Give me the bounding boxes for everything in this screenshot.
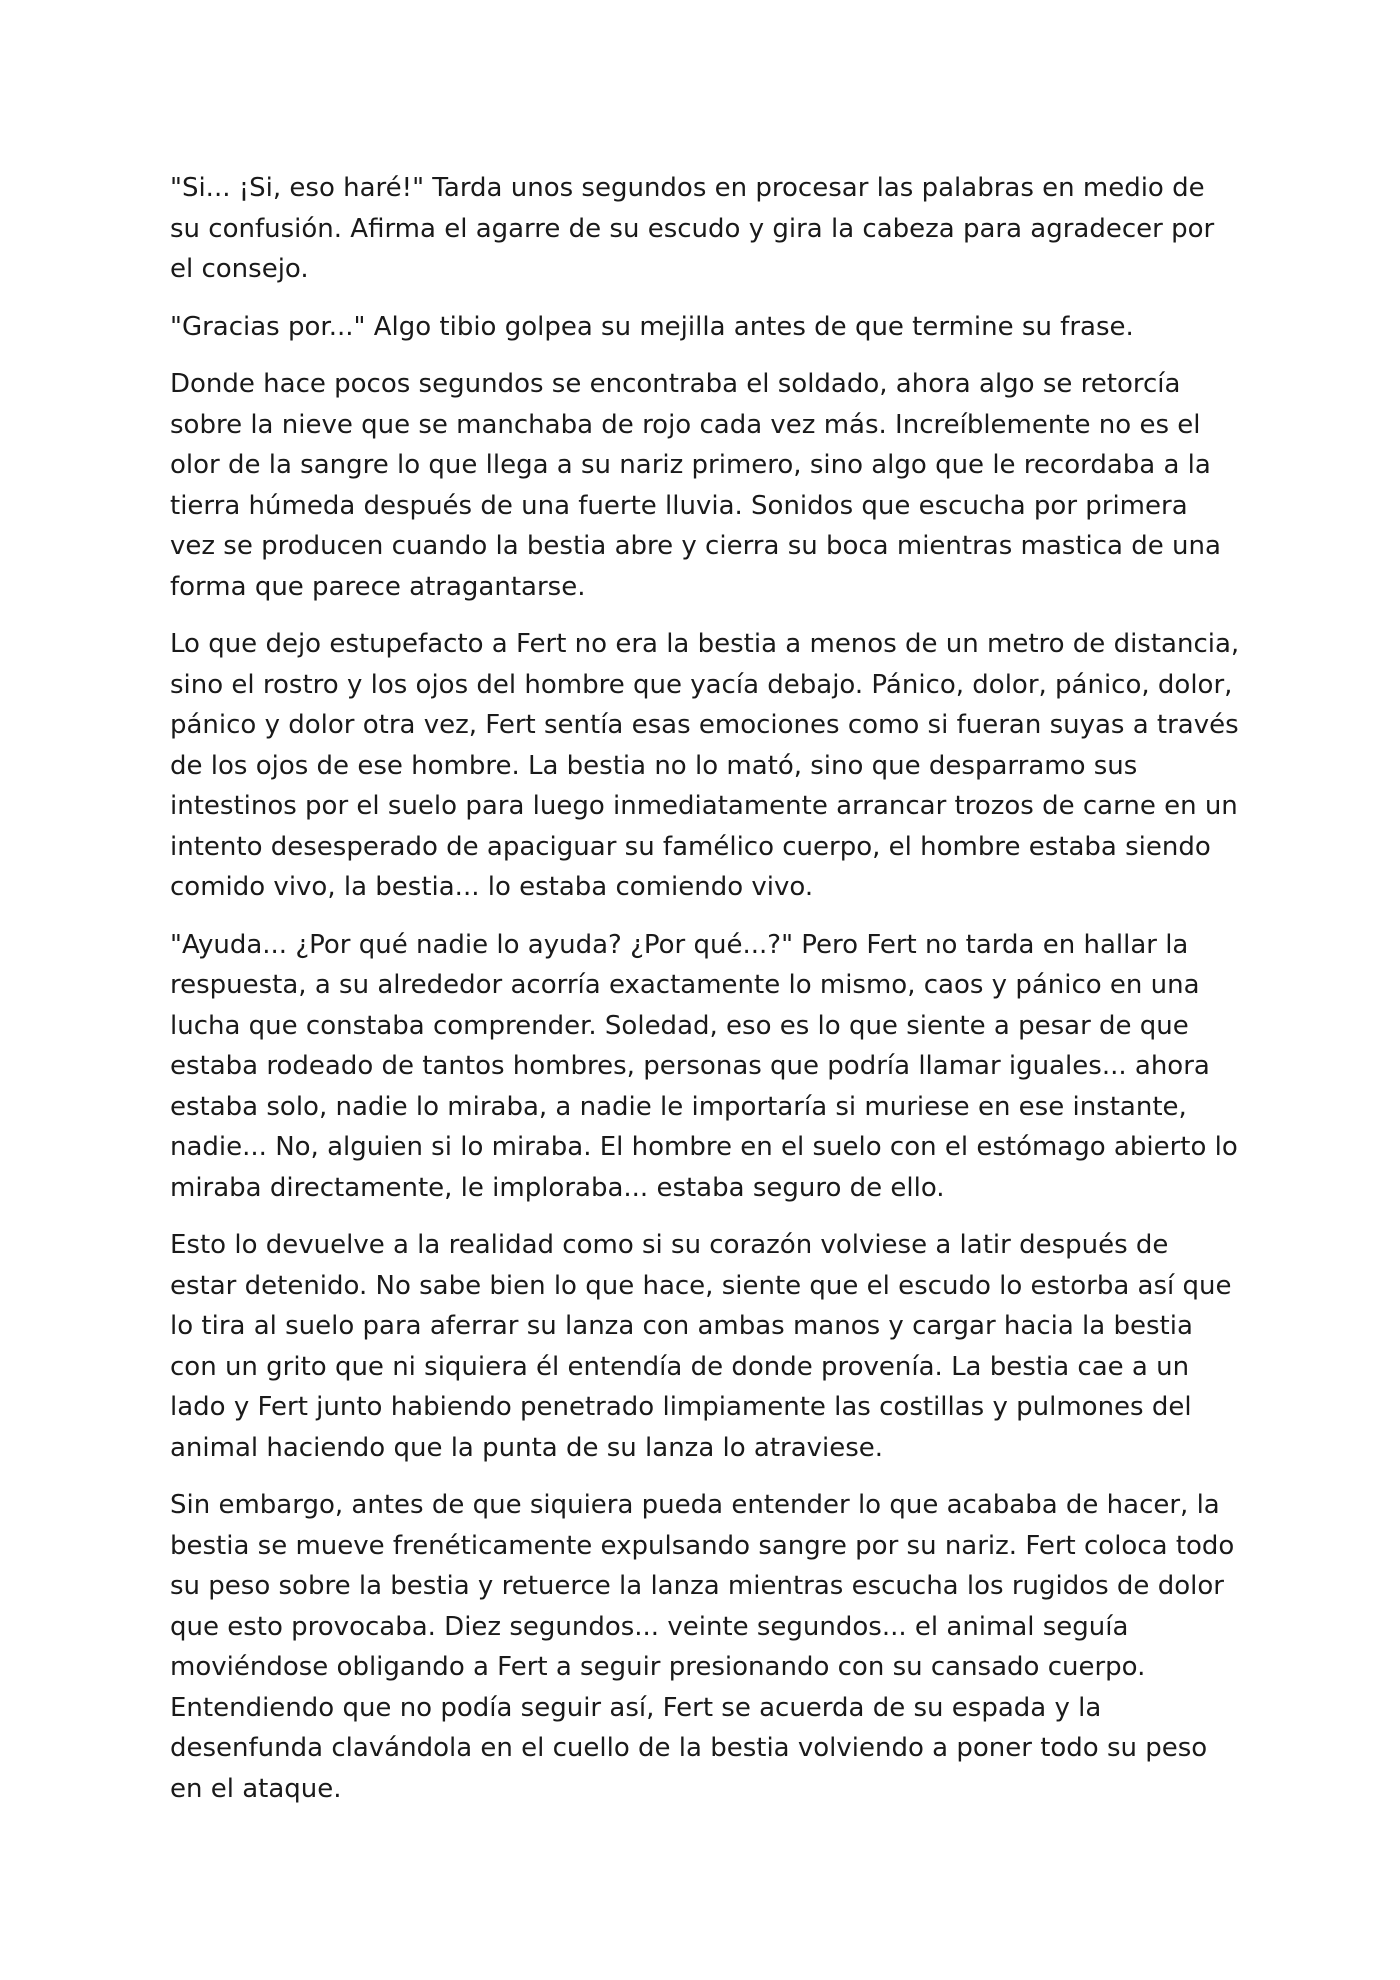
paragraph: "Ayuda... ¿Por qué nadie lo ayuda? ¿Por qué...?" Pero Fert no tarda en hallar la respuesta, a su alrededor acorría exactamente lo mismo, caos y pánico en una lucha que constaba comprender. Soledad, eso es lo que siente a pesar de que estaba rodeado de tantos hombres, personas que podría llamar iguales... ahora estaba solo, nadie lo miraba, a nadie le importaría si muriese en ese instante, nadie... No, alguien si lo miraba. El hombre en el suelo con el estómago abierto lo miraba directamente, le imploraba... estaba seguro de ello. (170, 929, 1238, 1203)
paragraph: "Gracias por..." Algo tibio golpea su mejilla antes de que termine su frase. (170, 311, 1134, 342)
paragraph: Lo que dejo estupefacto a Fert no era la bestia a menos de un metro de distancia, sino el rostro y los ojos del hombre que yacía debajo. Pánico, dolor, pánico, dolor, pánico y dolor otra vez, Fert sentía esas emociones como si fueran suyas a través de los ojos de ese hombre. La bestia no lo mató, sino que desparramo sus intestinos por el suelo para luego inmediatamente arrancar trozos de carne en un intento desesperado de apaciguar su famélico cuerpo, el hombre estaba siendo comido vivo, la bestia... lo estaba comiendo vivo. (170, 629, 1240, 902)
paragraph: Esto lo devuelve a la realidad como si su corazón volviese a latir después de estar detenido. No sabe bien lo que hace, siente que el escudo lo estorba así que lo tira al suelo para aferrar su lanza con ambas manos y cargar hacia la bestia con un grito que ni siquiera él entendía de donde provenía. La bestia cae a un lado y Fert junto habiendo penetrado limpiamente las costillas y pulmones del animal haciendo que la punta de su lanza lo atraviese. (170, 1230, 1232, 1463)
paragraph: Donde hace pocos segundos se encontraba el soldado, ahora algo se retorcía sobre la nieve que se manchaba de rojo cada vez más. Increíblemente no es el olor de la sangre lo que llega a su nariz primero, sino algo que le recordaba a la tierra húmeda después de una fuerte lluvia. Sonidos que escucha por primera vez se producen cuando la bestia abre y cierra su boca mientras mastica de una forma que parece atragantarse. (170, 369, 1221, 602)
paragraph: Sin embargo, antes de que siquiera pueda entender lo que acababa de hacer, la bestia se mueve frenéticamente expulsando sangre por su nariz. Fert coloca todo su peso sobre la bestia y retuerce la lanza mientras escucha los rugidos de dolor que esto provocaba. Diez segundos... veinte segundos... el animal seguía moviéndose obligando a Fert a seguir presionando con su cansado cuerpo. Entendiendo que no podía seguir así, Fert se acuerda de su espada y la desenfunda clavándola en el cuello de la bestia volviendo a poner todo su peso en el ataque. (170, 1490, 1235, 1804)
document-body (170, 168, 1240, 1826)
paragraph: "Si... ¡Si, eso haré!" Tarda unos segundos en procesar las palabras en medio de su confusión. Afirma el agarre de su escudo y gira la cabeza para agradecer por el consejo. (170, 173, 1215, 284)
